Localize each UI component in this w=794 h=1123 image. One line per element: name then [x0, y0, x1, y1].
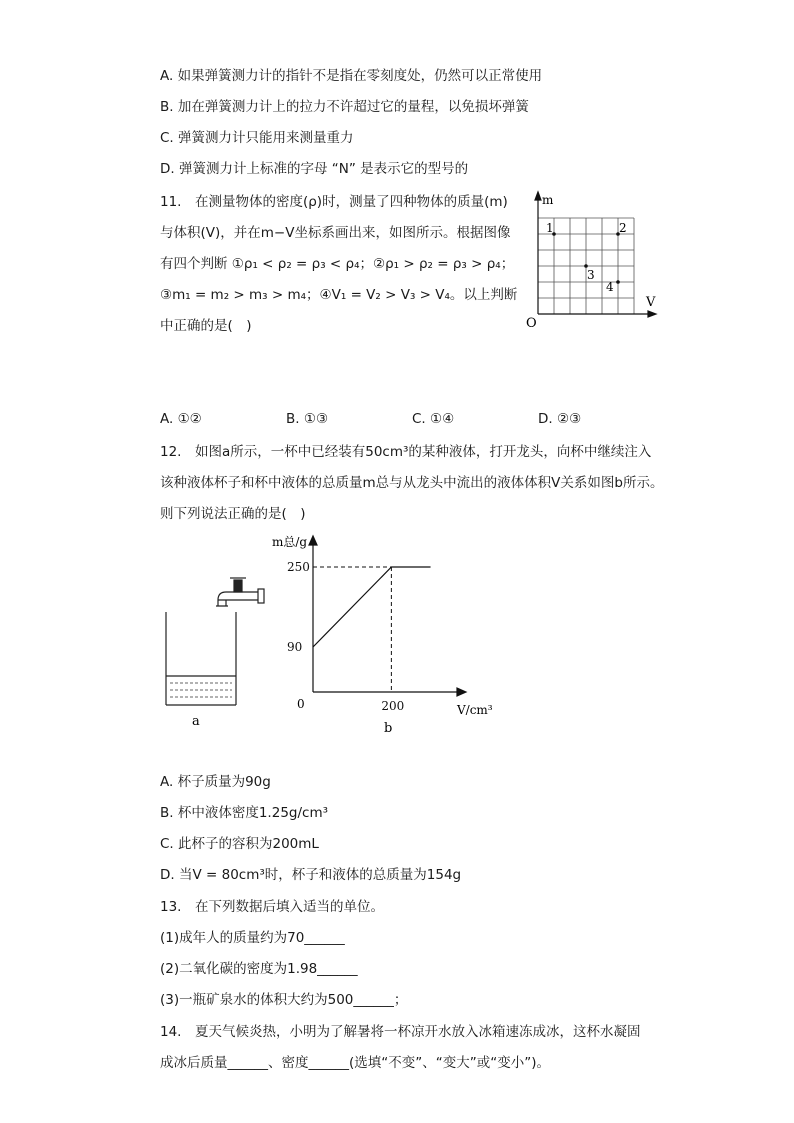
q11-stem-line4: ③m₁ = m₂ > m₃ > m₄；④V₁ = V₂ > V₃ > V₄。以上判断	[160, 287, 518, 303]
q11-stem-line3: 有四个判断 ①ρ₁ < ρ₂ = ρ₃ < ρ₄；②ρ₁ > ρ₂ = ρ₃ > ρ₄；	[160, 256, 515, 272]
q13-item-3: (3)一瓶矿泉水的体积大约为500______；	[160, 992, 408, 1008]
q10-option-c: C. 弹簧测力计只能用来测量重力	[160, 130, 354, 146]
q12-figure-b	[270, 530, 510, 740]
q11-option-d: D. ②③	[538, 411, 582, 427]
x-tick-label: 200	[381, 699, 405, 713]
q12-stem-line2: 该种液体杯子和杯中液体的总质量m总与从龙头中流出的液体体积V关系如图b所示。	[160, 475, 664, 491]
y-axis-label: m总/g	[272, 535, 308, 549]
chart-origin-label: 0	[297, 697, 305, 711]
origin-label: O	[526, 316, 537, 330]
q12-option-d: D. 当V = 80cm³时，杯子和液体的总质量为154g	[160, 867, 462, 883]
data-point-4	[616, 280, 620, 284]
v-axis-arrow-icon	[648, 311, 656, 317]
q11-stem-line5: 中正确的是( )	[160, 318, 252, 334]
mass-volume-series-line	[313, 567, 431, 647]
q11-option-c: C. ①④	[412, 411, 455, 427]
q14-stem-line2: 成冰后质量______、密度______(选填“不变”、“变大”或“变小”)。	[160, 1055, 550, 1071]
q10-option-d: D. 弹簧测力计上标准的字母 “N” 是表示它的型号的	[160, 161, 469, 177]
y-tick-label: 250	[287, 560, 310, 574]
data-point-label-3: 3	[587, 268, 595, 282]
q12-stem-line3: 则下列说法正确的是( )	[160, 506, 306, 522]
q13-stem: 13. 在下列数据后填入适当的单位。	[160, 899, 384, 915]
x-axis-label: V/cm³	[457, 703, 493, 717]
q13-item-1: (1)成年人的质量约为70______	[160, 930, 345, 946]
faucet-valve-icon	[234, 580, 242, 592]
figure-a-caption: a	[192, 714, 200, 729]
q12-figure-a	[160, 570, 270, 735]
data-point-label-2: 2	[619, 221, 627, 235]
q14-stem-line1: 14. 夏天气候炎热，小明为了解暑将一杯凉开水放入冰箱速冻成冰，这杯水凝固	[160, 1024, 641, 1040]
q12-stem-line1: 12. 如图a所示，一杯中已经装有50cm³的某种液体，打开龙头，向杯中继续注入	[160, 444, 652, 460]
q11-mv-graph-svg	[520, 190, 670, 330]
q12-option-a: A. 杯子质量为90g	[160, 774, 271, 790]
faucet-pipe	[218, 592, 258, 600]
q11-mv-graph	[520, 190, 670, 330]
faucet-wall-mount	[258, 589, 264, 603]
q11-stem-line1: 11. 在测量物体的密度(ρ)时，测量了四种物体的质量(m)	[160, 194, 508, 210]
x-axis-arrow-icon	[457, 688, 466, 696]
m-axis-arrow-icon	[535, 192, 541, 200]
faucet-spout-icon	[216, 600, 228, 606]
q13-item-2: (2)二氧化碳的密度为1.98______	[160, 961, 358, 977]
q12-option-c: C. 此杯子的容积为200mL	[160, 836, 319, 852]
mass-volume-chart	[270, 530, 510, 740]
data-point-label-1: 1	[546, 221, 554, 235]
v-axis-label: V	[646, 295, 656, 310]
q10-option-a: A. 如果弹簧测力计的指针不是指在零刻度处，仍然可以正常使用	[160, 68, 543, 84]
faucet-cup-svg	[160, 570, 270, 735]
q10-option-b: B. 加在弹簧测力计上的拉力不许超过它的量程，以免损坏弹簧	[160, 99, 529, 115]
m-axis-label: m	[542, 193, 554, 207]
y-axis-arrow-icon	[309, 536, 317, 545]
y-tick-label: 90	[287, 640, 303, 654]
figure-b-caption: b	[384, 721, 393, 736]
q11-option-b: B. ①③	[286, 411, 329, 427]
q12-option-b: B. 杯中液体密度1.25g/cm³	[160, 805, 329, 821]
data-point-label-4: 4	[606, 280, 614, 294]
liquid-hatching	[170, 683, 232, 697]
q11-option-a: A. ①②	[160, 411, 202, 427]
q11-stem-line2: 与体积(V)，并在m−V坐标系画出来，如图所示。根据图像	[160, 225, 511, 241]
